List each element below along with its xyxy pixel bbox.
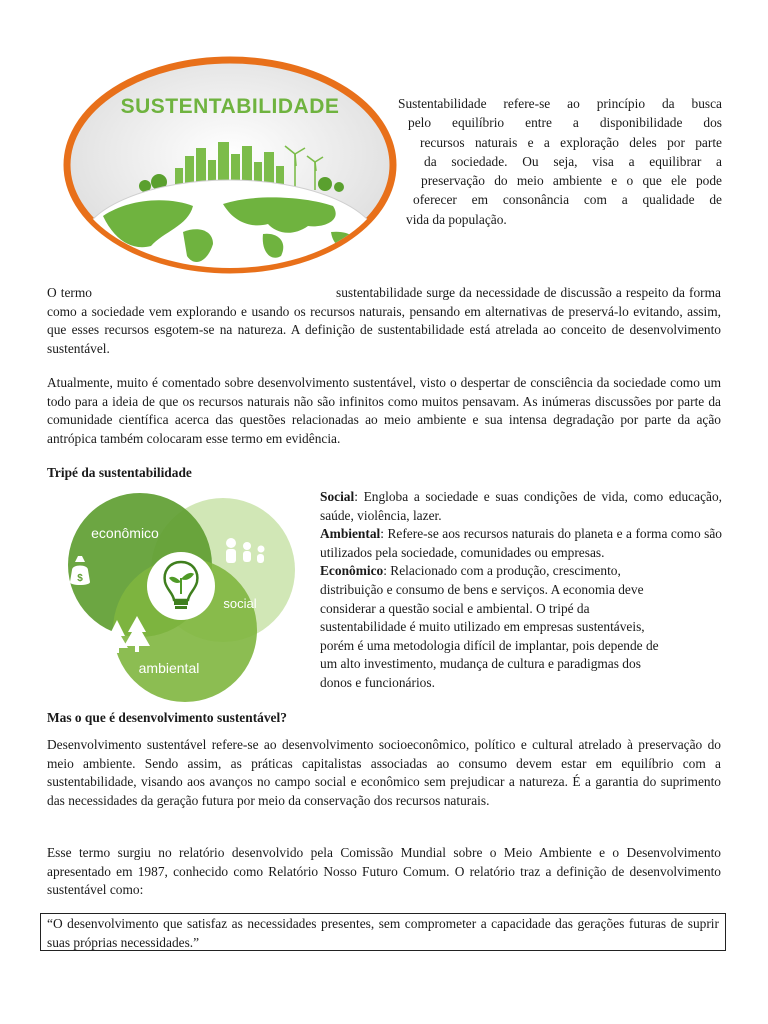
tripe-heading: Tripé da sustentabilidade — [47, 465, 192, 480]
ambiental-definition — [320, 525, 722, 562]
definition-quote: “O desenvolvimento que satisfaz as necessidades presentes, sem comprometer a capacidade das gerações futuras de suprir suas próprias necessidades.” — [40, 913, 726, 951]
desenvolvimento-paragraph-1: Desenvolvimento sustentável refere-se ao desenvolvimento socioeconômico, político e cultural atrelado à preservação do meio ambiente. Sendo assim, as práticas capitalistas associadas ao consumo devem estar em equilíbrio com a sustentabilidade, visando aos avanços no campo social e econômico sem prejudicar a natureza. É a garantia do suprimento das necessidades da geração futura por meio da conservação dos recursos naturais. — [47, 737, 721, 808]
intro-line: Sustentabilidade refere-se ao princípio da busca — [398, 96, 722, 111]
economico-term: Econômico — [320, 563, 384, 579]
intro-line: vida da população. — [406, 211, 507, 227]
intro-line: recursos naturais e a exploração deles por parte — [420, 134, 722, 150]
paragraph-text: sustentabilidade surge da necessidade de discussão a respeito da forma como a sociedade vem explorando e usando os recursos naturais, pensando em alternativas de preservá-lo evitando, assim, que esses recursos esgotem-se na natureza. A definição de sustentabilidade está atrelada ao conceito de desenvolvimento sustentável. — [47, 285, 721, 356]
economico-label: econômico — [91, 525, 159, 541]
intro-line: da sociedade. Ou seja, visa a equilibrar a — [424, 153, 722, 169]
social-label: social — [223, 596, 257, 611]
social-term: Social — [320, 489, 355, 504]
economico-definition — [320, 562, 722, 692]
social-text: : Engloba a sociedade e suas condições de vida, como educação, saúde, violência, lazer. — [320, 489, 722, 523]
ambiental-term: Ambiental — [320, 526, 381, 542]
tripe-diagram — [45, 490, 295, 705]
tripe-definitions — [320, 488, 722, 693]
economico-text: : Relacionado com a produção, crescimento, distribuição e consumo de bens e serviços. A economia deve considerar a questão social e ambiental. O tripé da sustentabilidade é muito utilizado em empresas sustentáveis, porém é uma metodologia difícil de implantar, pois depende de um alto investimento, mudança de cultura e paradigmas dos donos e funcionários. — [320, 563, 659, 690]
ambiental-text: : Refere-se aos recursos naturais do planeta e a forma como são utilizados pela sociedade, comunidades ou empresas. — [320, 526, 722, 560]
paragraph-lead: O termo — [47, 285, 92, 300]
ambiental-label: ambiental — [138, 660, 200, 676]
intro-line: preservação do meio ambiente e o que ele pode — [421, 173, 722, 189]
sustentabilidade-logo — [63, 56, 397, 274]
desenvolvimento-heading: Mas o que é desenvolvimento sustentável? — [47, 710, 287, 725]
paragraph-atualmente: Atualmente, muito é comentado sobre desenvolvimento sustentável, visto o despertar de consciência da sociedade como um todo para a ideia de que os recursos naturais não são infinitos como muitos pensavam. As inúmeras discussões por parte da comunidade científica acerca das questões relacionadas ao meio ambiente e sua intensa degradação por parte da ação antrópica também colocaram esse termo em evidência. — [47, 375, 721, 446]
desenvolvimento-paragraph-2: Esse termo surgiu no relatório desenvolvido pela Comissão Mundial sobre o Meio Ambiente e o Desenvolvimento apresentado em 1987, conhecido como Relatório Nosso Futuro Comum. O relatório traz a definição de desenvolvimento sustentável como: — [47, 845, 721, 897]
logo-title: SUSTENTABILIDADE — [120, 95, 340, 118]
intro-line: oferecer em consonância com a qualidade de — [413, 192, 722, 208]
svg-text:$: $ — [77, 573, 83, 584]
paragraph-termo — [47, 284, 721, 358]
intro-line: pelo equilíbrio entre a disponibilidade dos — [408, 115, 722, 131]
social-definition — [320, 488, 722, 525]
intro-paragraph — [398, 94, 722, 229]
